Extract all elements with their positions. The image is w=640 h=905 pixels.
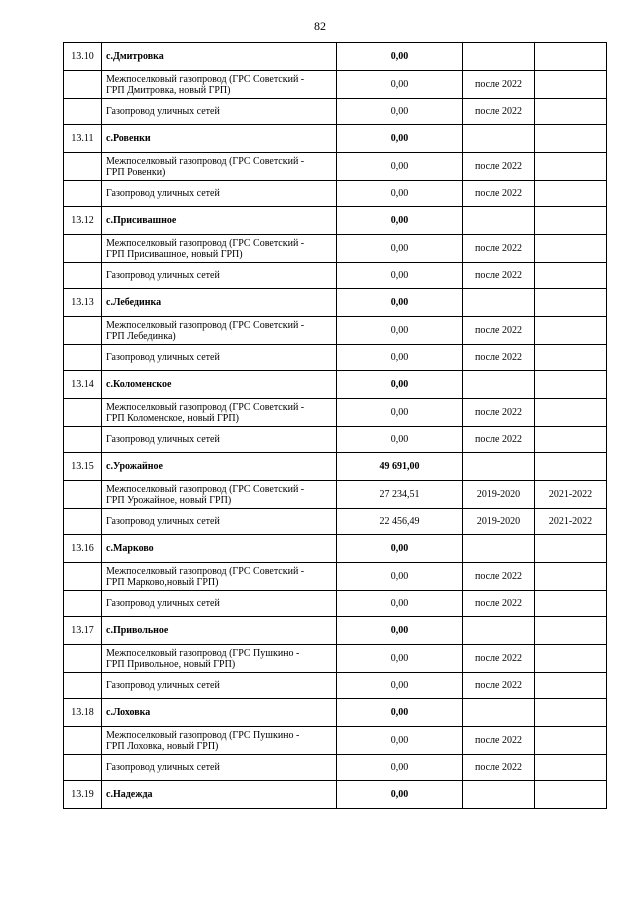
main-pipeline-row: [64, 645, 607, 673]
row-name-cell: с.Урожайное: [102, 453, 337, 481]
row-period-1-cell: после 2022: [463, 71, 535, 99]
row-period-2-cell: [535, 289, 607, 317]
row-value-cell: 0,00: [337, 427, 463, 453]
row-name-cell: с.Привольное: [102, 617, 337, 645]
row-name-cell: Газопровод уличных сетей: [102, 263, 337, 289]
row-number-cell: [64, 427, 102, 453]
row-period-1-cell: после 2022: [463, 645, 535, 673]
row-number-cell: 13.18: [64, 699, 102, 727]
row-period-2-cell: [535, 427, 607, 453]
row-number-cell: [64, 153, 102, 181]
row-value-cell: 0,00: [337, 43, 463, 71]
row-name-cell: с.Ровенки: [102, 125, 337, 153]
row-period-1-cell: после 2022: [463, 563, 535, 591]
row-period-2-cell: [535, 71, 607, 99]
page-number: 82: [314, 19, 326, 33]
row-number-cell: [64, 727, 102, 755]
row-period-2-cell: [535, 591, 607, 617]
settlement-row: [64, 535, 607, 563]
row-period-2-cell: [535, 727, 607, 755]
row-period-1-cell: [463, 453, 535, 481]
row-number-cell: [64, 645, 102, 673]
row-number-cell: 13.11: [64, 125, 102, 153]
row-value-cell: 0,00: [337, 181, 463, 207]
street-network-row: [64, 591, 607, 617]
row-value-cell: 0,00: [337, 781, 463, 809]
row-name-cell: Межпоселковый газопровод (ГРС Советский - ГРП Марково,новый ГРП): [102, 563, 337, 591]
row-number-cell: [64, 263, 102, 289]
row-name-cell: с.Лебединка: [102, 289, 337, 317]
row-period-1-cell: после 2022: [463, 263, 535, 289]
row-value-cell: 49 691,00: [337, 453, 463, 481]
row-name-cell: Межпоселковый газопровод (ГРС Советский - ГРП Урожайное, новый ГРП): [102, 481, 337, 509]
row-period-1-cell: [463, 781, 535, 809]
row-period-2-cell: [535, 345, 607, 371]
row-name-cell: Газопровод уличных сетей: [102, 99, 337, 125]
settlement-row: [64, 781, 607, 809]
row-value-cell: 27 234,51: [337, 481, 463, 509]
row-name-cell: Газопровод уличных сетей: [102, 427, 337, 453]
row-period-1-cell: после 2022: [463, 235, 535, 263]
row-value-cell: 0,00: [337, 153, 463, 181]
street-network-row: [64, 755, 607, 781]
street-network-row: [64, 99, 607, 125]
row-number-cell: [64, 181, 102, 207]
row-period-1-cell: после 2022: [463, 755, 535, 781]
settlement-row: [64, 699, 607, 727]
row-period-1-cell: [463, 289, 535, 317]
row-period-2-cell: [535, 399, 607, 427]
row-period-1-cell: после 2022: [463, 99, 535, 125]
row-name-cell: Межпоселковый газопровод (ГРС Советский - ГРП Коломенское, новый ГРП): [102, 399, 337, 427]
row-period-1-cell: [463, 535, 535, 563]
row-value-cell: 0,00: [337, 617, 463, 645]
row-value-cell: 0,00: [337, 535, 463, 563]
row-value-cell: 0,00: [337, 289, 463, 317]
row-value-cell: 0,00: [337, 591, 463, 617]
row-number-cell: [64, 235, 102, 263]
row-period-1-cell: [463, 617, 535, 645]
street-network-row: [64, 509, 607, 535]
row-value-cell: 0,00: [337, 125, 463, 153]
row-period-2-cell: [535, 153, 607, 181]
row-name-cell: Газопровод уличных сетей: [102, 509, 337, 535]
main-pipeline-row: [64, 71, 607, 99]
row-name-cell: с.Дмитровка: [102, 43, 337, 71]
row-period-2-cell: [535, 235, 607, 263]
street-network-row: [64, 673, 607, 699]
row-number-cell: [64, 563, 102, 591]
row-period-1-cell: после 2022: [463, 181, 535, 207]
row-period-2-cell: [535, 755, 607, 781]
row-number-cell: 13.10: [64, 43, 102, 71]
row-number-cell: [64, 673, 102, 699]
row-value-cell: 0,00: [337, 263, 463, 289]
row-period-2-cell: [535, 99, 607, 125]
row-period-1-cell: [463, 699, 535, 727]
main-pipeline-row: [64, 399, 607, 427]
row-value-cell: 0,00: [337, 235, 463, 263]
row-number-cell: 13.17: [64, 617, 102, 645]
row-period-1-cell: после 2022: [463, 317, 535, 345]
row-name-cell: Межпоселковый газопровод (ГРС Пушкино - ГРП Лоховка, новый ГРП): [102, 727, 337, 755]
settlement-row: [64, 125, 607, 153]
row-period-1-cell: после 2022: [463, 591, 535, 617]
main-pipeline-row: [64, 235, 607, 263]
row-number-cell: [64, 481, 102, 509]
row-value-cell: 0,00: [337, 673, 463, 699]
row-period-2-cell: [535, 535, 607, 563]
row-period-2-cell: [535, 371, 607, 399]
row-name-cell: Газопровод уличных сетей: [102, 345, 337, 371]
row-number-cell: [64, 509, 102, 535]
row-name-cell: Межпоселковый газопровод (ГРС Советский - ГРП Ровенки): [102, 153, 337, 181]
street-network-row: [64, 427, 607, 453]
row-period-1-cell: 2019-2020: [463, 481, 535, 509]
street-network-row: [64, 263, 607, 289]
settlement-row: [64, 617, 607, 645]
row-name-cell: Газопровод уличных сетей: [102, 591, 337, 617]
settlement-row: [64, 43, 607, 71]
row-number-cell: 13.16: [64, 535, 102, 563]
row-period-2-cell: [535, 263, 607, 289]
row-number-cell: 13.13: [64, 289, 102, 317]
row-number-cell: [64, 591, 102, 617]
row-name-cell: Межпоселковый газопровод (ГРС Советский - ГРП Дмитровка, новый ГРП): [102, 71, 337, 99]
row-name-cell: Межпоселковый газопровод (ГРС Советский - ГРП Лебединка): [102, 317, 337, 345]
row-value-cell: 0,00: [337, 207, 463, 235]
row-number-cell: 13.14: [64, 371, 102, 399]
row-period-2-cell: [535, 617, 607, 645]
settlement-row: [64, 207, 607, 235]
row-period-2-cell: [535, 43, 607, 71]
row-number-cell: 13.19: [64, 781, 102, 809]
settlement-row: [64, 289, 607, 317]
street-network-row: [64, 345, 607, 371]
row-period-2-cell: [535, 645, 607, 673]
settlement-row: [64, 453, 607, 481]
row-number-cell: [64, 99, 102, 125]
row-period-2-cell: [535, 207, 607, 235]
row-number-cell: [64, 345, 102, 371]
row-period-2-cell: 2021-2022: [535, 509, 607, 535]
main-pipeline-row: [64, 481, 607, 509]
row-period-2-cell: [535, 699, 607, 727]
row-period-1-cell: после 2022: [463, 727, 535, 755]
row-value-cell: 22 456,49: [337, 509, 463, 535]
row-period-1-cell: [463, 371, 535, 399]
main-pipeline-row: [64, 727, 607, 755]
row-period-1-cell: [463, 125, 535, 153]
row-period-1-cell: после 2022: [463, 399, 535, 427]
row-name-cell: Газопровод уличных сетей: [102, 673, 337, 699]
row-value-cell: 0,00: [337, 345, 463, 371]
row-name-cell: с.Надежда: [102, 781, 337, 809]
main-pipeline-row: [64, 317, 607, 345]
row-period-2-cell: [535, 317, 607, 345]
row-value-cell: 0,00: [337, 317, 463, 345]
row-number-cell: [64, 755, 102, 781]
row-period-2-cell: [535, 781, 607, 809]
row-name-cell: с.Лоховка: [102, 699, 337, 727]
main-pipeline-row: [64, 563, 607, 591]
row-value-cell: 0,00: [337, 71, 463, 99]
row-period-1-cell: после 2022: [463, 427, 535, 453]
gas-pipeline-table: [63, 42, 607, 809]
row-value-cell: 0,00: [337, 399, 463, 427]
main-pipeline-row: [64, 153, 607, 181]
row-value-cell: 0,00: [337, 371, 463, 399]
row-period-1-cell: [463, 207, 535, 235]
row-value-cell: 0,00: [337, 563, 463, 591]
street-network-row: [64, 181, 607, 207]
row-period-2-cell: [535, 453, 607, 481]
row-value-cell: 0,00: [337, 727, 463, 755]
row-period-2-cell: [535, 125, 607, 153]
row-value-cell: 0,00: [337, 699, 463, 727]
row-period-2-cell: [535, 563, 607, 591]
row-name-cell: с.Марково: [102, 535, 337, 563]
row-period-1-cell: после 2022: [463, 345, 535, 371]
row-period-1-cell: [463, 43, 535, 71]
row-number-cell: 13.12: [64, 207, 102, 235]
row-name-cell: с.Коломенское: [102, 371, 337, 399]
row-name-cell: Межпоселковый газопровод (ГРС Пушкино - ГРП Привольное, новый ГРП): [102, 645, 337, 673]
row-number-cell: 13.15: [64, 453, 102, 481]
row-period-2-cell: [535, 181, 607, 207]
row-number-cell: [64, 71, 102, 99]
row-period-2-cell: [535, 673, 607, 699]
row-value-cell: 0,00: [337, 99, 463, 125]
table-body: [64, 43, 607, 809]
row-period-2-cell: 2021-2022: [535, 481, 607, 509]
row-period-1-cell: после 2022: [463, 673, 535, 699]
row-value-cell: 0,00: [337, 645, 463, 673]
row-name-cell: Газопровод уличных сетей: [102, 181, 337, 207]
row-number-cell: [64, 317, 102, 345]
row-name-cell: Межпоселковый газопровод (ГРС Советский - ГРП Присивашное, новый ГРП): [102, 235, 337, 263]
row-value-cell: 0,00: [337, 755, 463, 781]
settlement-row: [64, 371, 607, 399]
row-period-1-cell: 2019-2020: [463, 509, 535, 535]
row-name-cell: с.Присивашное: [102, 207, 337, 235]
row-number-cell: [64, 399, 102, 427]
row-name-cell: Газопровод уличных сетей: [102, 755, 337, 781]
row-period-1-cell: после 2022: [463, 153, 535, 181]
